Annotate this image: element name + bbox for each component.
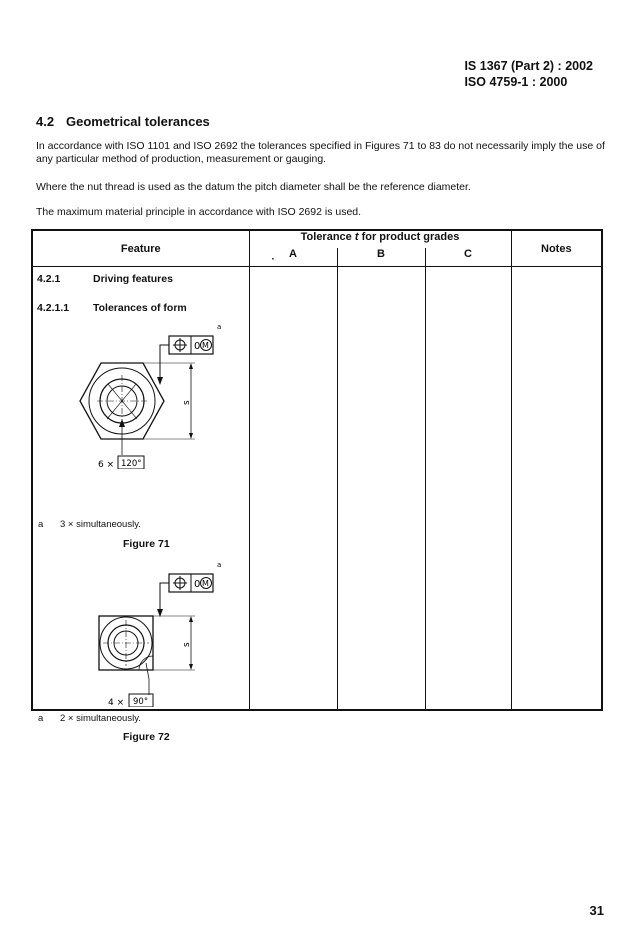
fig71-note-mark: a — [38, 519, 44, 530]
feature-cell — [32, 267, 249, 743]
header-tolerance-pre: Tolerance — [300, 231, 355, 243]
header-grade-b: B — [337, 248, 425, 267]
fig71-footnote-mark: a — [217, 323, 222, 331]
header-grade-a: · A — [249, 248, 337, 267]
subsection-number: 4.2.1 — [37, 273, 61, 285]
section-title: Geometrical tolerances — [66, 114, 210, 129]
figure-71-caption: Figure 71 — [123, 538, 170, 550]
fig71-note-text: 3 × simultaneously. — [60, 519, 141, 530]
page-number: 31 — [589, 903, 604, 918]
fig72-frame-modifier: M — [202, 579, 209, 588]
tolerance-table — [31, 229, 603, 743]
subsection-number-2: 4.2.1.1 — [37, 302, 70, 314]
header-tolerance-symbol: t — [354, 231, 359, 243]
fig72-dim-s: s — [182, 642, 192, 647]
subsection-title: Driving features — [93, 273, 173, 285]
paragraph-2: Where the nut thread is used as the datum the pitch diameter shall be the reference diameter. — [36, 181, 471, 193]
position-icon — [173, 338, 187, 352]
stray-dot: · — [271, 254, 275, 265]
fig72-angle: 90° — [133, 697, 149, 707]
header-tolerance-post: for product grades — [358, 231, 460, 243]
header-feature: Feature — [32, 230, 249, 267]
grade-b-cell — [337, 267, 425, 711]
fig71-angle: 120° — [121, 459, 142, 469]
grade-c-cell — [425, 267, 511, 711]
subsection-driving-features — [37, 273, 173, 285]
fig71-frame-modifier: M — [202, 341, 209, 350]
standard-ref-line1: IS 1367 (Part 2) : 2002 — [464, 59, 593, 73]
fig72-footnote-mark: a — [217, 561, 222, 569]
notes-cell — [511, 267, 602, 711]
subsection-tolerances-of-form — [37, 302, 187, 314]
fig71-note — [38, 519, 141, 530]
fig72-count-text: 4 × — [108, 698, 125, 707]
fig71-count-text: 6 × — [98, 460, 115, 469]
header-notes: Notes — [511, 230, 602, 267]
grade-a-cell — [249, 267, 337, 711]
header-grade-c: C — [425, 248, 511, 267]
paragraph-3: The maximum material principle in accordance with ISO 2692 is used. — [36, 206, 362, 218]
fig72-frame-value: 0 — [194, 579, 201, 590]
position-icon-2 — [173, 576, 187, 590]
fig72-note-text: 2 × simultaneously. — [60, 713, 141, 724]
section-number: 4.2 — [36, 114, 55, 129]
fig71-frame-value: 0 — [194, 341, 201, 352]
subsection-title-2: Tolerances of form — [93, 302, 187, 314]
standard-ref-line2: ISO 4759-1 : 2000 — [464, 75, 568, 89]
fig72-note — [38, 713, 141, 724]
figure-72-caption: Figure 72 — [123, 731, 170, 743]
standard-reference — [464, 58, 593, 90]
header-tolerance-group — [249, 230, 511, 248]
fig72-note-mark: a — [38, 713, 44, 724]
figure-71-drawing — [73, 319, 243, 469]
section-heading — [36, 114, 210, 129]
fig71-dim-s: s — [182, 400, 192, 405]
paragraph-1: In accordance with ISO 1101 and ISO 2692 the tolerances specified in Figures 71 to 83 do not necessarily imply the use of any particular method of production, measurement or gauging. — [36, 140, 605, 165]
figure-72-drawing — [73, 557, 243, 707]
